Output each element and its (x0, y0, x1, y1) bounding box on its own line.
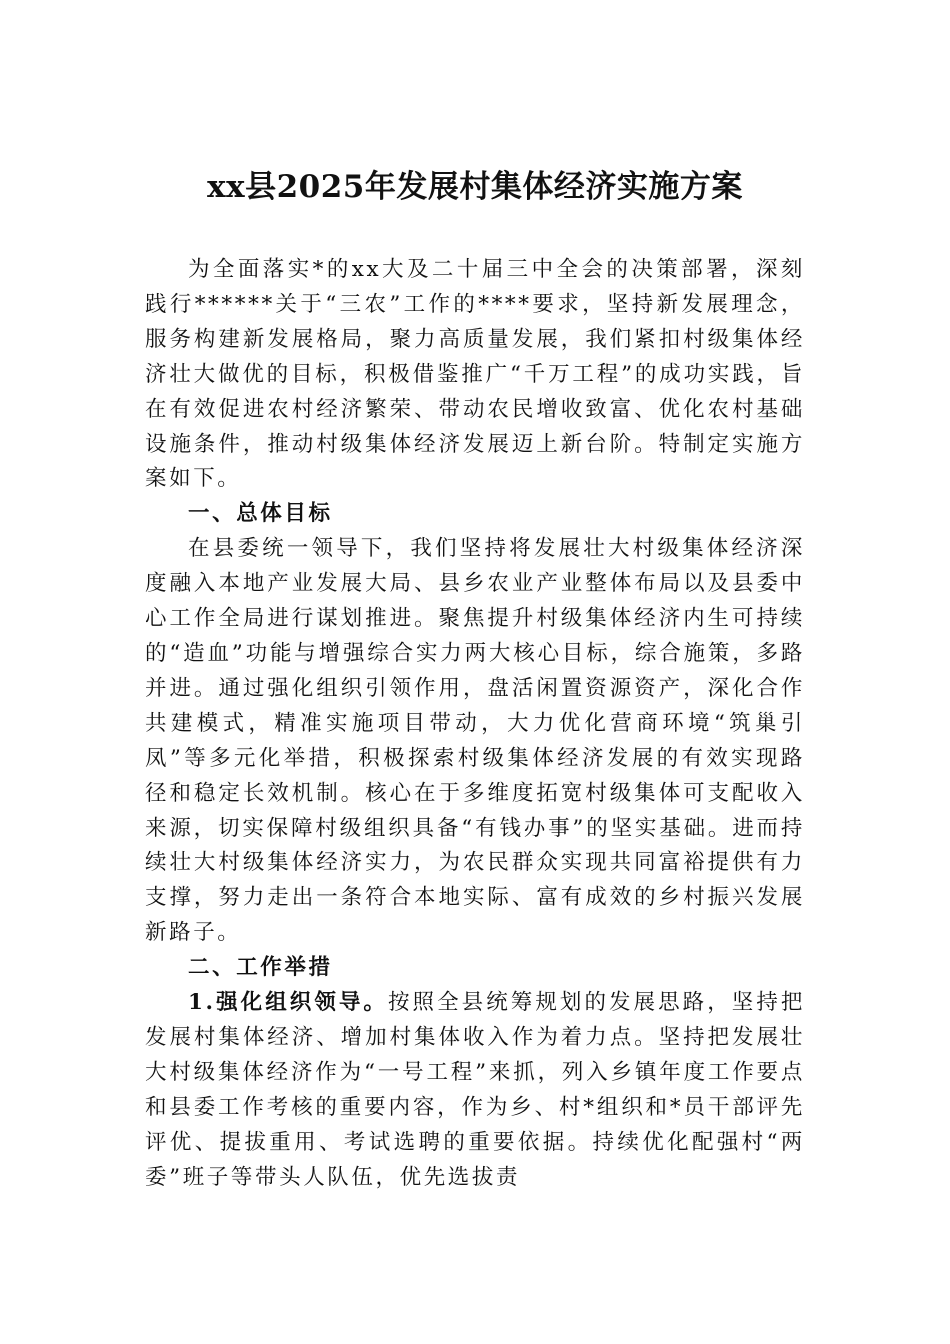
overall-goal-paragraph: 在县委统一领导下，我们坚持将发展壮大村级集体经济深度融入本地产业发展大局、县乡农业产业整体布局以及县委中心工作全局进行谋划推进。聚焦提升村级集体经济内生可持续的“造血”功能与增强综合实力两大核心目标，综合施策，多路并进。通过强化组织引领作用，盘活闲置资源资产，深化合作共建模式，精准实施项目带动，大力优化营商环境“筑巢引凤”等多元化举措，积极探索村级集体经济发展的有效实现路径和稳定长效机制。核心在于多维度拓宽村级集体可支配收入来源，切实保障村级组织具备“有钱办事”的坚实基础。进而持续壮大村级集体经济实力，为农民群众实现共同富裕提供有力支撑，努力走出一条符合本地实际、富有成效的乡村振兴发展新路子。 (145, 536, 805, 946)
intro-paragraph: 为全面落实*的xx大及二十届三中全会的决策部署，深刻践行******关于“三农”工作的****要求，坚持新发展理念，服务构建新发展格局，聚力高质量发展，我们紧扣村级集体经济壮大做优的目标，积极借鉴推广“千万工程”的成功实践，旨在有效促进农村经济繁荣、带动农民增收致富、优化农村基础设施条件，推动村级集体经济发展迈上新台阶。特制定实施方案如下。 (145, 257, 805, 492)
document-title: xx县2025年发展村集体经济实施方案 (207, 169, 743, 205)
measure-item-1 (145, 986, 805, 1195)
measure-item-1-text: 按照全县统筹规划的发展思路，坚持把发展村集体经济、增加村集体收入作为着力点。坚持把发展壮大村级集体经济作为“一号工程”来抓，列入乡镇年度工作要点和县委工作考核的重要内容，作为乡、村*组织和*员干部评先评优、提拔重用、考试选聘的重要依据。持续优化配强村“两委”班子等带头人队伍，优先选拔责 (145, 990, 805, 1190)
document-body (145, 253, 805, 1195)
measure-item-1-lead: 1.强化组织领导。 (188, 990, 388, 1016)
section-heading-work-measures: 二、工作举措 (188, 955, 333, 981)
section-heading-overall-goal: 一、总体目标 (188, 501, 333, 527)
